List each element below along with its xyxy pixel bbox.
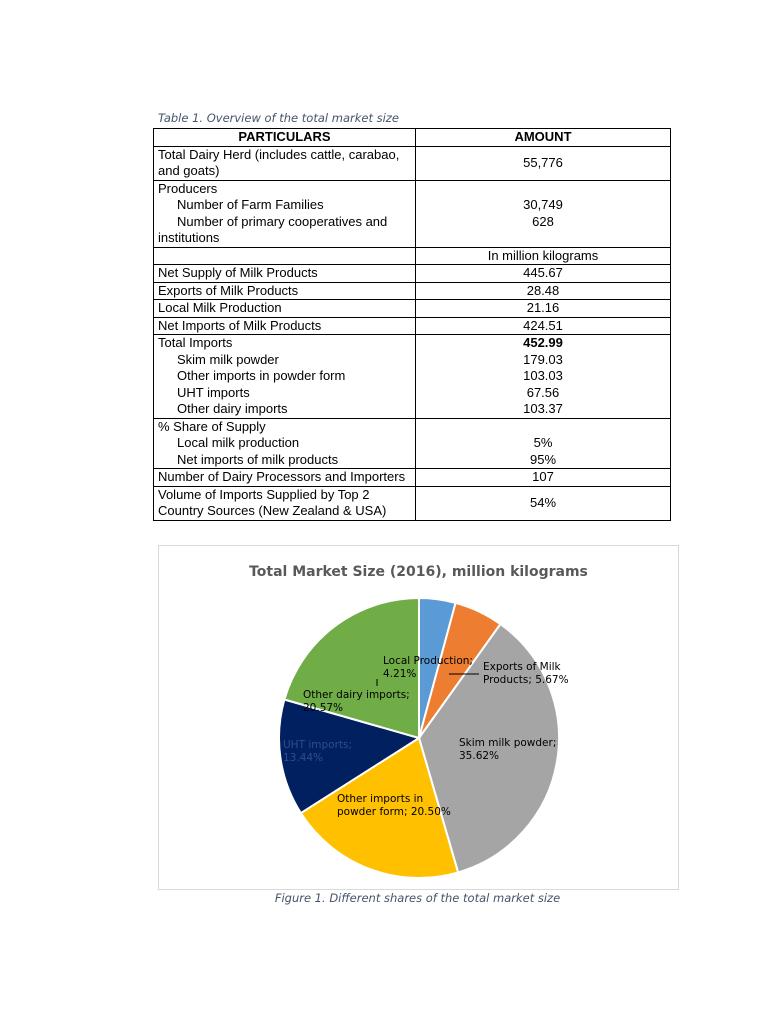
row-label: Net Supply of Milk Products	[154, 265, 416, 283]
row-value: 424.51	[416, 317, 671, 335]
table-row	[154, 317, 671, 335]
import-item-label: Skim milk powder	[177, 351, 279, 367]
row-value	[416, 335, 671, 419]
data-label-local-production: Local Production; 4.21%	[383, 655, 473, 680]
share-local-label: Local milk production	[177, 435, 300, 450]
table-row	[154, 247, 671, 265]
import-item-value: 103.37	[523, 401, 563, 416]
import-item-value: 103.03	[523, 368, 563, 383]
row-label	[154, 418, 416, 469]
share-imports-value: 95%	[529, 451, 557, 467]
data-label-skim-milk-powder: Skim milk powder; 35.62%	[459, 737, 557, 762]
row-label	[154, 180, 416, 247]
import-item-label: UHT imports	[177, 384, 250, 400]
table-row	[154, 282, 671, 300]
table-row	[154, 146, 671, 180]
table-header-row	[154, 129, 671, 147]
table-row	[154, 418, 671, 469]
total-imports-label: Total Imports	[158, 335, 233, 350]
market-size-table	[153, 128, 671, 521]
header-amount: AMOUNT	[416, 129, 671, 147]
table-row	[154, 335, 671, 419]
row-label	[154, 335, 416, 419]
table-row	[154, 486, 671, 520]
row-label	[154, 247, 416, 265]
import-item-label: Other imports in powder form	[177, 368, 346, 383]
share-label: % Share of Supply	[158, 418, 266, 434]
pie-chart	[158, 545, 679, 890]
import-item-value: 67.56	[526, 384, 560, 400]
row-value: 28.48	[416, 282, 671, 300]
data-label-other-imports-in-powder-form: Other imports in powder form; 20.50%	[337, 793, 451, 818]
producers-label: Producers	[158, 180, 218, 196]
share-imports-label: Net imports of milk products	[177, 451, 339, 467]
row-label: Number of Dairy Processors and Importers	[154, 469, 416, 487]
row-value: 21.16	[416, 300, 671, 318]
farm-families-label: Number of Farm Families	[177, 197, 324, 212]
pie-chart-svg	[159, 546, 678, 889]
cooperatives-label: Number of primary cooperatives and institutions	[158, 213, 388, 245]
unit-note: In million kilograms	[416, 247, 671, 265]
data-label-uht-imports: UHT imports; 13.44%	[283, 739, 353, 764]
row-value: 107	[416, 469, 671, 487]
row-label: Local Milk Production	[154, 300, 416, 318]
total-imports-value: 452.99	[523, 335, 563, 350]
row-value: 54%	[416, 486, 671, 520]
table-row	[154, 180, 671, 247]
table-row	[154, 265, 671, 283]
row-value	[416, 418, 671, 469]
row-value: 445.67	[416, 265, 671, 283]
import-item-value: 179.03	[523, 351, 563, 367]
farm-families-value: 30,749	[523, 197, 563, 212]
table-caption: Table 1. Overview of the total market size	[158, 111, 399, 125]
row-label: Exports of Milk Products	[154, 282, 416, 300]
share-local-value: 5%	[533, 435, 553, 450]
chart-title: Total Market Size (2016), million kilograms	[249, 564, 588, 580]
data-label-other-dairy-imports: Other dairy imports; 20.57%	[303, 689, 410, 714]
row-label: Volume of Imports Supplied by Top 2 Country Sources (New Zealand & USA)	[154, 486, 416, 520]
row-label: Total Dairy Herd (includes cattle, carabao, and goats)	[154, 146, 416, 180]
table-row	[154, 300, 671, 318]
cooperatives-value: 628	[532, 213, 554, 229]
data-label-exports-of-milk-products: Exports of Milk Products; 5.67%	[483, 661, 569, 686]
row-label: Net Imports of Milk Products	[154, 317, 416, 335]
row-value	[416, 180, 671, 247]
row-value: 55,776	[416, 146, 671, 180]
table-row	[154, 469, 671, 487]
header-particulars: PARTICULARS	[154, 129, 416, 147]
figure-caption: Figure 1. Different shares of the total market size	[274, 891, 561, 905]
import-item-label: Other dairy imports	[177, 401, 288, 416]
